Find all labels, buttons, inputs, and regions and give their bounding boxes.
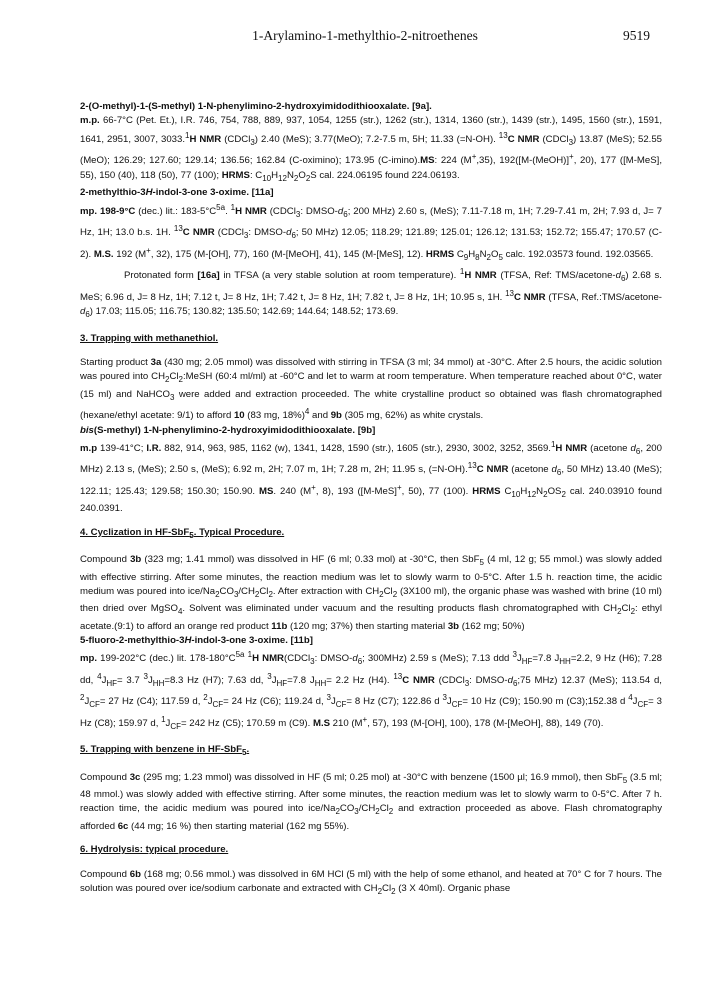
compound-heading: bis(S-methyl) 1-N-phenylimino-2-hydroxyimidodithiooxalate. [9b]	[80, 424, 376, 436]
experimental-section	[80, 100, 662, 899]
data-paragraph: m.p 139-41°C; I.R. 882, 914, 963, 985, 1162 (w), 1341, 1428, 1590 (str.), 1605 (str.), 2930, 3002, 3252, 3569.$^1$H NMR (acetone $d_6$, 200 MHz) 2.13 s, (MeS); 2.50 s, (MeS); 6.92 m, 2H; 7.07 m, 1H; 7.28 m, 2H; 11.95 s, (=N-OH).$^{13}$C NMR (acetone $d_6$, 50 MHz) 13.40 (MeS); 122.11; 125.43; 129.58; 150.30; 150.90. MS. 240 (M+, 8), 193 ([M-MeS]+, 50), 77 (100). HRMS $C_{10}H_{12}N_2OS_2$ cal. 240.03910 found 240.0391.	[80, 439, 662, 515]
body-paragraph: Starting product 3a (430 mg; 2.05 mmol) was dissolved with stirring in TFSA (3 ml; 34 mmol) at -30°C. After 2.5 hours, the acidic solution was poured into $CH_2Cl_2:MeSH$ (60:4 ml/ml) at -60°C and let to warm at room temperature. When temperature reached about 0°C, water (15 ml) and NaHCO$_3$ were added and extraction proceeded. The white crystalline product so obtained was flash chromatographed (hexane/ethyl acetate: 9/1) to afford 10 (83 mg, 18%)$^4$ and 9b (305 mg, 62%) as white crystals.	[80, 356, 662, 422]
page-number: 9519	[623, 28, 650, 43]
running-header	[80, 28, 650, 46]
running-title: 1-Arylamino-1-methylthio-2-nitroethenes	[252, 28, 478, 43]
compound-heading: 5-fluoro-2-methylthio-3H-indol-3-one 3-oxime. [11b]	[80, 634, 313, 646]
body-paragraph: Protonated form [16a] in TFSA (a very stable solution at room temperature). $^1$H NMR (TFSA, Ref: TMS/$acetone-d_6$) 2.68 s. MeS; 6.96 d, J= 8 Hz, 1H; 7.12 t, J= 8 Hz, 1H; 7.42 t, J= 8 Hz, 1H; 7.82 t, J= 8 Hz, 1H; 10.95 s, 1H. $^{13}$C NMR (TFSA, $Ref.:TMS/acetone-d_6$) 17.03; 115.05; 116.75; 130.82; 135.50; 142.69; 144.64; 148.52; 173.69.	[80, 267, 662, 320]
compound-heading: 2-methylthio-3H-indol-3-one 3-oxime. [11a]	[80, 187, 274, 199]
data-paragraph: mp. 198-9°C (dec.) lit.: $183-5^\circ C^{5a}$. $^1$H NMR (CDCl$_3$: DMSO-$d_6$; 200 MHz) 2.60 s, (MeS); 7.11-7.18 m, 1H; 7.29-7.41 m, 2H; 7.93 d, J= 7 Hz, 1H; 13.0 b.s. 1H. $^{13}$C NMR (CDCl$_3$: DMSO-$d_6$; 50 MHz) 12.05; 118.29; 121.89; 125.01; 126.12; 131.53; 152.72; 155.47; 170.57 (C-2). M.S. 192 (M+, 32), 175 (M-[OH], 77), 160 (M-[MeOH], 41), 145 (M-[MeS], 12). HRMS $C_9H_8N_2O_5$ calc. 192.03573 found. 192.03565.	[80, 202, 663, 262]
compound-heading: 2-(O-methyl)-1-(S-methyl) 1-N-phenylimino-2-hydroxyimidodithiooxalate. [9a].	[80, 101, 432, 112]
data-paragraph: m.p. 66-7°C (Pet. Et.), I.R. 746, 754, 788, 889, 937, 1054, 1255 (str.), 1262 (str.), 1314, 1360 (str.), 1439 (str.), 1495, 1560 (str.), 1591, 1641, 2951, 3007, 3033.$^1$H NMR (CDCl$_3$) 2.40 (MeS); 3.77(MeO); 7.2-7.5 m, 5H; 11.33 (=N-OH). $^{13}$C NMR (CDCl$_3$) 13.87 (MeS); 52.55 (MeO); 126.29; 127.60; 129.14; 136.56; 162.84 (C-oximino); 173.95 (C-imino).MS: 224 (M+,35), 192([M-(MeOH)]+, 20), 177 ([M-MeS], 55), 150 (40), 118 (50), 77 (100); HRMS: $C_{10}H_{12}N_2O_2S$ cal. 224.06195 found 224.06193.	[80, 115, 663, 183]
section-heading: 6. Hydrolysis: typical procedure.	[80, 844, 229, 856]
body-paragraph: Compound 3c (295 mg; 1.23 mmol) was dissolved in HF (5 ml; 0.25 mol) at -30°C with benzene (1500 µl; 16.9 mmol), then SbF$_5$ (3.5 ml; 48 mmol.) was slowly added with effective stirring. After some minutes, the reaction medium was let to slowly warm to 0-5°C. After 7 h. reaction time, the acidic medium was poured into ice/$Na_2CO_3/CH_2Cl_2$ and extraction proceeded as above. Flash chromatography afforded 6c (44 mg; 16 %) then starting material (162 mg 55%).	[80, 771, 662, 832]
data-paragraph: mp. 199-202°C (dec.) lit. $178-180^\circ C^{5a}$ $^1$H NMR(CDCl$_3$: DMSO-$d_6$; 300MHz) 2.59 s (MeS); 7.13 ddd $^3J_{HF}=7.8$ $J_{HH}=2.2$, 9 Hz (H6); 7.28 dd, $^4J_{HF}= 3.7$ $^3J_{HH}=8.3$ Hz (H7); 7.63 dd, $^3J_{HF}=7.8$ $J_{HH}= 2.2$ Hz (H4). $^{13}$C NMR (CDCl$_3$: DMSO-$d_6;75$ MHz) 12.37 (MeS); 113.54 d, $^2J_{CF}= 27$ Hz (C4); 117.59 d, $^2J_{CF}= 24$ Hz (C6); 119.24 d, $^3J_{CF}= 8$ Hz (C7); 122.86 d $^3J_{CF}= 10$ Hz (C9); 150.90 m (C3);152.38 d $^4J_{CF}= 3$ Hz (C8); 159.97 d, $^1J_{CF}= 242$ Hz (C5); 170.59 m (C9). M.S 210 (M+, 57), 193 (M-[OH], 100), 178 (M-[MeOH], 88), 149 (70).	[80, 650, 662, 731]
section-heading: 5. Trapping with benzene in HF-SbF$_5$.	[80, 744, 250, 758]
section-heading: 4. Cyclization in HF-SbF$_5$. Typical Procedure.	[80, 526, 285, 540]
body-paragraph: Compound 6b (168 mg; 0.56 mmol.) was dissolved in 6M HCl (5 ml) with the help of some ethanol, and heated at 70° C for 7 hours. The solution was poured over ice/sodium carbonate and extracted with $CH_2Cl_2$ (3 X 40ml). Organic phase	[80, 868, 662, 896]
body-paragraph: Compound 3b (323 mg; 1.41 mmol) was dissolved in HF (6 ml; 0.33 mol) at -30°C, then SbF$_5$ (4 ml, 12 g; 55 mmol.) was slowly added with effective stirring. After some minutes, the reaction medium was let to slowly warm to 0-5°C. After 1.5 h. reaction time, the acidic medium was poured into ice/$Na_2CO_3/CH_2Cl_2$. After extraction with $CH_2Cl_2$ (3X100 ml), the organic phase was washed with brine (10 ml) then dried over MgSO$_4$. Solvent was eliminated under vacuum and the resulting products flash chromatographed with $CH_2Cl_2$: ethyl acetate.(9:1) to afford an orange red product 11b (120 mg; 37%) then starting material 3b (162 mg; 50%)	[80, 554, 662, 632]
section-heading: 3. Trapping with methanethiol.	[80, 332, 219, 344]
